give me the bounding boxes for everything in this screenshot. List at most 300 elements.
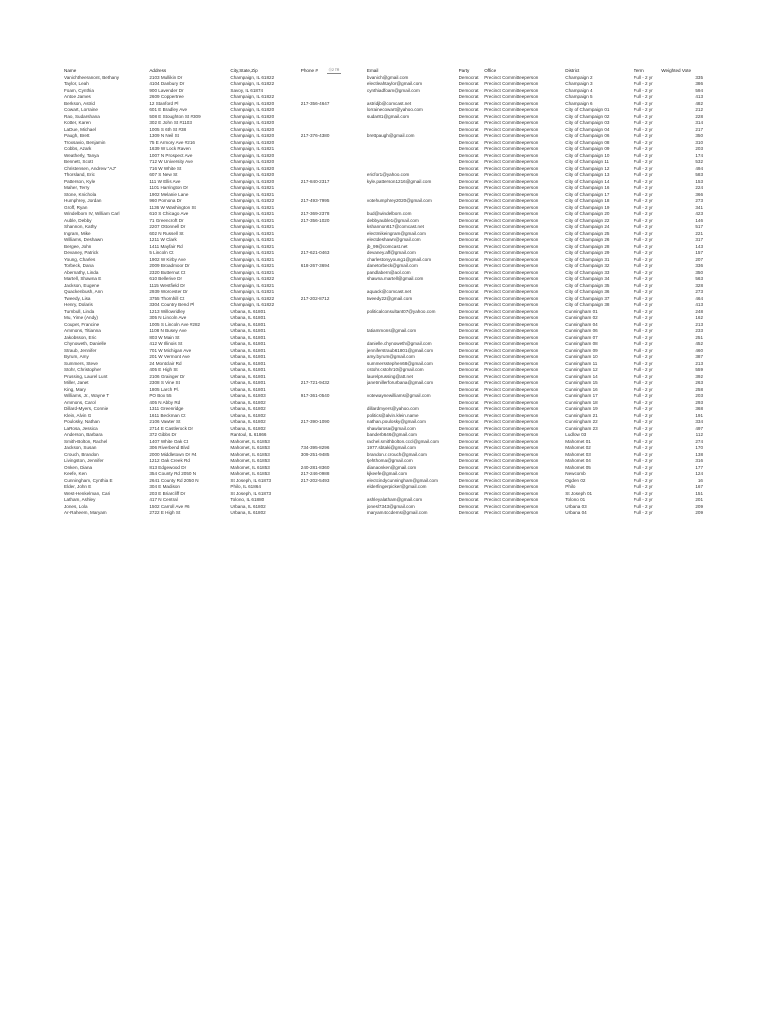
cell-city: Urbana, IL 61802 [230, 399, 266, 405]
cell-votes: 177 [695, 464, 703, 470]
cell-email: banderb646@gmail.com [366, 432, 418, 437]
cell-term: Full - 2 yr [633, 159, 653, 164]
cell-term: Full - 2 yr [633, 276, 653, 281]
cell-office: Precinct Committeeperson [484, 165, 539, 171]
cell-term: Full - 2 yr [633, 295, 653, 301]
cell-city: Champaign, IL 61820 [230, 126, 275, 132]
cell-votes: 233 [695, 328, 703, 333]
cell-phone: 217-246-0988 [300, 471, 330, 476]
cell-name: Anderson, Barbara [64, 432, 103, 437]
cell-term: Full - 2 yr [633, 373, 653, 379]
cell-city: Champaign, IL 61821 [230, 204, 275, 210]
cell-votes: 213 [695, 360, 703, 366]
cell-email: charlestonyyoung1@gmail.com [366, 256, 432, 262]
cell-office: Precinct Committeeperson [484, 347, 539, 353]
cell-party: Democrat [458, 471, 479, 476]
cell-email: tatiammons@gmail.com [366, 328, 417, 333]
cell-address: 2609 Coppertree [149, 94, 184, 99]
cell-party: Democrat [458, 399, 479, 405]
cell-votes: 423 [695, 211, 703, 216]
cell-address: 12 Stanford Pl [149, 100, 179, 106]
cell-city: Urbana, IL 61802 [230, 425, 266, 431]
cell-district: City of Champaign 28 [565, 243, 610, 249]
cell-email: jenniferstraub61801@gmail.com [366, 347, 434, 353]
cell-email: danetorbeck@gmail.com [366, 263, 418, 268]
cell-name: Antoe James [64, 94, 91, 99]
cell-votes: 413 [695, 302, 703, 307]
cell-address: 2722 E High St [149, 510, 181, 515]
spreadsheet-page [64, 68, 704, 517]
header-address: Address [149, 68, 167, 73]
cell-office: Precinct Committeeperson [484, 185, 539, 190]
cell-party: Democrat [458, 386, 479, 392]
cell-district: City of Champaign 12 [565, 165, 610, 171]
cell-party: Democrat [458, 295, 479, 301]
cell-city: Champaign, IL 61822 [230, 74, 275, 80]
cell-votes: 392 [695, 373, 703, 379]
cell-city: Urbana, IL 61803 [230, 393, 266, 398]
cell-votes: 263 [695, 380, 703, 385]
cell-address: 5 Lincoln Ct [149, 250, 174, 255]
cell-votes: 191 [695, 412, 703, 418]
cell-party: Democrat [458, 74, 479, 80]
cell-term: Full - 2 yr [633, 263, 653, 268]
cell-name: West-Henkelman, Cari [64, 490, 111, 496]
cell-email: tjehthoma@gmail.com [366, 458, 413, 463]
cell-email: brandon.r.crouch@gmail.com [366, 451, 427, 457]
cell-city: Champaign, IL 61821 [230, 256, 275, 262]
cell-party: Democrat [458, 477, 479, 483]
cell-votes: 482 [695, 100, 703, 106]
cell-office: Precinct Committeeperson [484, 159, 539, 164]
cell-address: 1902 W Kirby Ave [149, 256, 186, 262]
cell-phone: 217-369-2378 [300, 211, 330, 216]
cell-votes: 138 [695, 451, 703, 457]
cell-office: Precinct Committeeperson [484, 126, 539, 132]
cell-office: Precinct Committeeperson [484, 484, 539, 489]
cell-city: Rantoul, IL 61866 [230, 432, 267, 437]
cell-name: Klein, Alvin G [64, 412, 92, 418]
table-row [64, 107, 704, 114]
cell-district: Cunningham 07 [565, 334, 598, 340]
cell-term: Full - 2 yr [633, 94, 653, 99]
cell-party: Democrat [458, 113, 479, 119]
cell-votes: 335 [695, 74, 703, 80]
cell-votes: 273 [695, 289, 703, 294]
cell-votes: 209 [695, 503, 703, 509]
cell-party: Democrat [458, 217, 479, 223]
cell-term: Full - 2 yr [633, 126, 653, 132]
cell-email: electleahtaylor@gmail.com [366, 81, 423, 86]
cell-district: City of Champaign 03 [565, 120, 610, 125]
cell-email: ericfor1@yahoo.com [366, 172, 410, 177]
cell-name: Coupet, Francine [64, 321, 100, 327]
cell-term: Full - 2 yr [633, 451, 653, 457]
cell-name: Williams, Deshawn [64, 237, 103, 242]
cell-address: 2320 Butternut Ct [149, 269, 186, 275]
cell-office: Precinct Committeeperson [484, 432, 539, 437]
cell-name: Taylor, Leah [64, 81, 89, 86]
cell-address: 71 Greencroft Dr [149, 217, 184, 223]
cell-office: Precinct Committeeperson [484, 367, 539, 372]
cell-votes: 112 [695, 432, 703, 437]
cell-office: Precinct Committeeperson [484, 87, 539, 93]
cell-term: Full - 2 yr [633, 243, 653, 249]
cell-address: 1101 Harrington Dr [149, 185, 189, 190]
cell-city: Mahomet, IL 61853 [230, 438, 270, 444]
cell-address: 803 W Main St [149, 334, 180, 340]
cell-name: Jones, Lola [64, 503, 88, 509]
cell-city: Champaign, IL 61820 [230, 107, 275, 112]
cell-term: Full - 2 yr [633, 347, 653, 353]
cell-party: Democrat [458, 211, 479, 216]
cell-email: nathan.poulosky@gmail.com [366, 419, 426, 424]
cell-votes: 167 [695, 484, 703, 489]
cell-phone: 217-621-0463 [300, 250, 330, 255]
cell-term: Full - 2 yr [633, 302, 653, 307]
cell-office: Precinct Committeeperson [484, 230, 539, 236]
cell-city: Champaign, IL 61822 [230, 94, 275, 99]
cell-term: Full - 2 yr [633, 393, 653, 398]
cell-office: Precinct Committeeperson [484, 100, 539, 106]
cell-district: City of Champaign 33 [565, 269, 610, 275]
cell-votes: 16 [697, 477, 703, 483]
cell-name: Stohr, Christopher [64, 367, 102, 372]
cell-city: Urbana, IL 61801 [230, 354, 266, 359]
cell-city: Urbana, IL 61801 [230, 308, 266, 314]
cell-party: Democrat [458, 406, 479, 411]
cell-district: City of Champaign 16 [565, 185, 610, 190]
cell-votes: 217 [695, 126, 703, 132]
cell-address: 1411 Mayfair Rd [149, 243, 183, 249]
cell-party: Democrat [458, 302, 479, 307]
cell-party: Democrat [458, 380, 479, 385]
cell-office: Precinct Committeeperson [484, 315, 539, 320]
cell-email: shawlarosa@gmail.com [366, 425, 416, 431]
cell-party: Democrat [458, 354, 479, 359]
cell-term: Full - 2 yr [633, 172, 653, 177]
cell-votes: 316 [695, 458, 703, 463]
cell-votes: 386 [695, 81, 703, 86]
cell-party: Democrat [458, 308, 479, 314]
cell-address: 1212 Oak Creek Rd [149, 458, 190, 463]
cell-email: devaney.aff@gmail.com [366, 250, 416, 255]
cell-district: Cunningham 02 [565, 315, 598, 320]
cell-term: Full - 2 yr [633, 367, 653, 372]
cell-name: Straub, Jennifer [64, 347, 97, 353]
cell-name: Kotter, Karen [64, 120, 91, 125]
cell-city: Urbana, IL 61802 [230, 419, 266, 424]
cell-term: Full - 2 yr [633, 490, 653, 496]
cell-office: Precinct Committeeperson [484, 211, 539, 216]
cell-email: debbyauble1@gmail.com [366, 217, 419, 223]
cell-city: Mahomet, IL 61853 [230, 445, 270, 450]
cell-party: Democrat [458, 250, 479, 255]
cell-district: Cunningham 11 [565, 360, 598, 366]
cell-address: 2308 S Vine St [149, 380, 180, 385]
cell-party: Democrat [458, 321, 479, 327]
cell-office: Precinct Committeeperson [484, 412, 539, 418]
cell-votes: 251 [695, 334, 703, 340]
cell-email: jb_99@comcast.net [366, 243, 408, 249]
cell-office: Precinct Committeeperson [484, 198, 539, 203]
cell-party: Democrat [458, 510, 479, 515]
cell-address: 1309 N Neil St [149, 133, 179, 138]
cell-address: 1007 N Prospect Ave [149, 152, 193, 158]
cell-office: Precinct Committeeperson [484, 172, 539, 177]
cell-votes: 207 [695, 256, 703, 262]
cell-office: Precinct Committeeperson [484, 276, 539, 281]
cell-address: 1407 White Oak Ct [149, 438, 189, 444]
cell-email: jonesl7343@gmail.com [366, 503, 415, 509]
cell-district: City of Champaign 09 [565, 146, 610, 151]
cell-name: Ammons, Carol [64, 399, 96, 405]
cell-address: 607 S New St [149, 172, 178, 177]
cell-name: Byrum, Amy [64, 354, 89, 359]
cell-term: Full - 2 yr [633, 139, 653, 145]
cell-district: City of Champaign 36 [565, 289, 610, 294]
cell-votes: 460 [695, 347, 703, 353]
cell-party: Democrat [458, 367, 479, 372]
cell-term: Full - 2 yr [633, 308, 653, 314]
cell-email: amy.byrum@gmail.com [366, 354, 415, 359]
cell-office: Precinct Committeeperson [484, 477, 539, 483]
cell-party: Democrat [458, 185, 479, 190]
cell-term: Full - 2 yr [633, 152, 653, 158]
cell-name: Mu, Yime (Andy) [64, 315, 98, 320]
cell-votes: 221 [695, 230, 703, 236]
cell-email: dianaonken@gmail.com [366, 464, 417, 470]
cell-term: Full - 2 yr [633, 165, 653, 171]
cell-name: Windelborn IV, William Carl [64, 211, 120, 216]
cell-email: votehumphrey2020@gmail.com [366, 198, 432, 203]
cell-district: City of Champaign 34 [565, 276, 610, 281]
cell-address: 3304 Country Bend Pl [149, 302, 195, 307]
cell-district: Mahomet 03 [565, 451, 591, 457]
cell-address: 701 W Michigan Ave [149, 347, 192, 353]
cell-phone: 217-356-4647 [300, 100, 330, 106]
cell-address: 602 N Russell St [149, 230, 184, 236]
cell-email: tweedy22@gmail.com [366, 295, 413, 301]
cell-email: cynthiadfoam@gmail.com [366, 87, 420, 93]
cell-phone: 217-721-9432 [300, 380, 330, 385]
cell-term: Full - 2 yr [633, 282, 653, 288]
cell-party: Democrat [458, 172, 479, 177]
cell-party: Democrat [458, 107, 479, 112]
cell-district: City of Champaign 06 [565, 133, 610, 138]
cell-city: Champaign, IL 61821 [230, 191, 275, 197]
cell-district: Cunningham 19 [565, 406, 598, 411]
cell-votes: 170 [695, 445, 703, 450]
cell-name: Cunningham, Cynthia E [64, 477, 113, 483]
cell-city: Champaign, IL 61820 [230, 133, 275, 138]
committeeperson-table [64, 68, 704, 517]
cell-email: elderfingerpicker@gmail.com [366, 484, 427, 489]
cell-office: Precinct Committeeperson [484, 445, 539, 450]
cell-office: Precinct Committeeperson [484, 399, 539, 405]
cell-name: Christensen, Andrew "AJ" [64, 165, 117, 171]
cell-party: Democrat [458, 256, 479, 262]
cell-district: Tolono 01 [565, 497, 586, 502]
cell-address: 2939 Worcester Dr [149, 289, 188, 294]
cell-address: 2207 Ottonnell Dr [149, 224, 186, 229]
cell-votes: 162 [695, 315, 703, 320]
cell-city: Champaign, IL 61822 [230, 81, 275, 86]
cell-city: Urbana, IL 61801 [230, 380, 266, 385]
cell-party: Democrat [458, 458, 479, 463]
cell-party: Democrat [458, 490, 479, 496]
cell-district: City of Champaign 35 [565, 282, 610, 288]
cell-votes: 336 [695, 263, 703, 268]
cell-district: Champaign 2 [565, 74, 593, 80]
table-row [64, 211, 704, 218]
cell-city: Urbana, IL 61801 [230, 347, 266, 353]
cell-address: 2009 Broadmoor Dr [149, 263, 190, 268]
cell-term: Full - 2 yr [633, 87, 653, 93]
cell-office: Precinct Committeeperson [484, 133, 539, 138]
cell-party: Democrat [458, 373, 479, 379]
cell-office: Precinct Committeeperson [484, 81, 539, 86]
cell-district: Champaign 3 [565, 81, 593, 86]
cell-district: Cunningham 12 [565, 367, 598, 372]
cell-email: electdeshawn@gmail.com [366, 237, 421, 242]
cell-party: Democrat [458, 315, 479, 320]
cell-address: 1005 S 6th St #38 [149, 126, 187, 132]
cell-district: Cunningham 23 [565, 425, 598, 431]
cell-term: Full - 2 yr [633, 471, 653, 476]
cell-votes: 328 [695, 282, 703, 288]
cell-email: kjkeefe@gmail.com [366, 471, 408, 476]
cell-district: Ludlow 03 [565, 432, 587, 437]
cell-votes: 334 [695, 419, 703, 424]
cell-city: Champaign, IL 61821 [230, 146, 275, 151]
cell-party: Democrat [458, 94, 479, 99]
cell-term: Full - 2 yr [633, 74, 653, 80]
cell-email: aquack@comcast.net [366, 289, 412, 294]
cell-votes: 146 [695, 217, 703, 223]
cell-party: Democrat [458, 191, 479, 197]
cell-name: Thorsland, Eric [64, 172, 95, 177]
cell-term: Full - 2 yr [633, 484, 653, 489]
cell-office: Precinct Committeeperson [484, 438, 539, 444]
cell-address: 304 E Madison [149, 484, 180, 489]
cell-votes: 494 [695, 165, 703, 171]
cell-district: City of Champaign 26 [565, 237, 610, 242]
cell-name: Chynoweth, Danielle [64, 341, 107, 346]
cell-email: electmikeingram@gmail.com [366, 230, 426, 236]
cell-party: Democrat [458, 276, 479, 281]
cell-term: Full - 2 yr [633, 185, 653, 190]
table-row [64, 224, 704, 231]
cell-district: Mahomet 02 [565, 445, 591, 450]
header-email: Email [366, 68, 379, 73]
cell-district: City of Champaign 29 [565, 250, 610, 255]
cell-party: Democrat [458, 100, 479, 106]
cell-office: Precinct Committeeperson [484, 139, 539, 145]
cell-office: Precinct Committeeperson [484, 146, 539, 151]
cell-party: Democrat [458, 204, 479, 210]
cell-term: Full - 2 yr [633, 406, 653, 411]
cell-district: Cunningham 16 [565, 386, 598, 392]
cell-office: Precinct Committeeperson [484, 289, 539, 294]
cell-address: 1005 S Lincoln Ave #282 [149, 321, 201, 327]
cell-party: Democrat [458, 419, 479, 424]
cell-party: Democrat [458, 347, 479, 353]
cell-office: Precinct Committeeperson [484, 113, 539, 119]
cell-district: Cunningham 14 [565, 373, 598, 379]
cell-address: 75 E Armory Ave #216 [149, 139, 195, 145]
cell-email: bud@windelborn.com [366, 211, 412, 216]
cell-term: Full - 2 yr [633, 315, 653, 320]
cell-votes: 368 [695, 406, 703, 411]
cell-term: Full - 2 yr [633, 412, 653, 418]
cell-district: City of Champaign 31 [565, 256, 610, 262]
cell-votes: 228 [695, 113, 703, 119]
cell-name: Ingram, Mike [64, 230, 91, 236]
cell-name: Quackenbush, Ann [64, 289, 103, 294]
cell-name: Martell, Shawna E [64, 276, 102, 281]
cell-name: Elder, John E [64, 484, 92, 489]
cell-city: Mahomet, IL 61853 [230, 458, 270, 463]
cell-district: City of Champaign 04 [565, 126, 610, 132]
cell-votes: 203 [695, 393, 703, 398]
cell-term: Full - 2 yr [633, 458, 653, 463]
cell-spacer [343, 510, 366, 517]
cell-name: Rao, Sudarshana [64, 113, 100, 119]
cell-address: 1639 W Lock Raven [149, 146, 191, 151]
cell-address: 405 E High St [149, 367, 178, 372]
cell-city: Urbana, IL 61802 [230, 510, 266, 515]
cell-office: Precinct Committeeperson [484, 250, 539, 255]
cell-party: Democrat [458, 243, 479, 249]
cell-term: Full - 2 yr [633, 269, 653, 275]
table-row [64, 237, 704, 244]
cell-city: Champaign, IL 61820 [230, 165, 275, 171]
cell-votes: 559 [695, 367, 703, 372]
cell-office: Precinct Committeeperson [484, 334, 539, 340]
table-row [64, 198, 704, 205]
cell-name: Humphrey, Jordan [64, 198, 102, 203]
cell-votes: 563 [695, 276, 703, 281]
cell-city: Champaign, IL 61821 [230, 269, 275, 275]
cell-party: Democrat [458, 425, 479, 431]
cell-votes: 258 [695, 386, 703, 392]
cell-phone: 917-361-0540 [300, 393, 330, 398]
cell-party: Democrat [458, 412, 479, 418]
cell-office: Precinct Committeeperson [484, 341, 539, 346]
cell-term: Full - 2 yr [633, 341, 653, 346]
cell-party: Democrat [458, 178, 479, 184]
cell-term: Full - 2 yr [633, 81, 653, 86]
header-term: Term [633, 68, 644, 73]
cell-city: Champaign, IL 61820 [230, 120, 275, 125]
cell-district: City of Champaign 38 [565, 302, 610, 307]
cell-address: 813 Edgewood Dr [149, 464, 187, 470]
cell-district: City of Champaign 10 [565, 152, 610, 158]
cell-term: Full - 2 yr [633, 133, 653, 138]
cell-party: Democrat [458, 464, 479, 470]
cell-address: 1211 W Clark [149, 237, 177, 242]
cell-district: Cunningham 08 [565, 341, 598, 346]
header-votes: Weighted Vote [661, 68, 692, 73]
cell-office: Precinct Committeeperson [484, 94, 539, 99]
cell-party: Democrat [458, 87, 479, 93]
cell-votes: 201 [695, 497, 703, 502]
cell-email: bvanich@gmail.com [366, 74, 409, 80]
cell-city: Urbana, IL 61802 [230, 406, 266, 411]
cell-email: brettpaugh@gmail.com [366, 133, 415, 138]
cell-office: Precinct Committeeperson [484, 295, 539, 301]
